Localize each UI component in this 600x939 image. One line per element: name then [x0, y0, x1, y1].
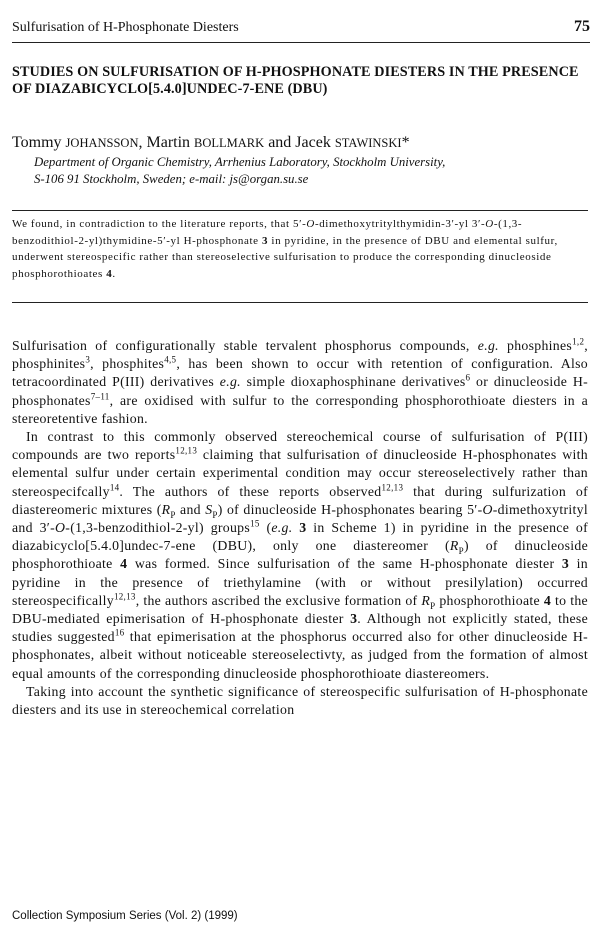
compound-number: 3: [561, 556, 570, 572]
citation: 12,13: [175, 445, 198, 456]
text-run: , has been shown to occur with retention of configuration. Also tetracoordinated P(III) derivatives: [12, 356, 588, 390]
italic-text: S: [205, 501, 213, 517]
citation: 15: [250, 518, 260, 529]
subscript: P: [170, 509, 176, 520]
author-surname: BOLLMARK: [194, 136, 265, 150]
text-run: and: [175, 501, 206, 517]
article-title: STUDIES ON SULFURISATION OF H-PHOSPHONATE DIESTERS IN THE PRESENCE OF DIAZABICYCLO[5.4.0]UNDEC-7-ENE (DBU): [12, 64, 579, 97]
citation: 16: [114, 627, 125, 638]
running-title: Sulfurisation of H-Phosphonate Diesters: [12, 20, 239, 35]
text-run: claiming that sulfurisation of dinucleoside H-phosphonates with elemental sulfur under certain experimental condition may occur stereoselectively rather than stereospecifcally: [12, 447, 588, 499]
text-run: -dimethoxytritylthymidin-3′-yl 3′-: [314, 218, 486, 230]
subscript: P: [212, 509, 218, 520]
citation: 7–11: [90, 391, 110, 402]
text-run: -(1,3-benzodithiol-2-yl) groups: [65, 520, 251, 536]
text-run: ) of dinucleoside H-phosphonates bearing 5′-: [217, 501, 483, 517]
italic-text: e.g.: [271, 520, 293, 536]
italic-text: O: [55, 520, 66, 536]
author-first-name: Jacek: [295, 134, 335, 151]
paragraph: [12, 337, 588, 428]
running-head: [12, 18, 590, 43]
text-run: phosphines: [498, 338, 573, 353]
compound-number: 4: [543, 592, 552, 608]
text-run: We found, in contradiction to the literature reports, that 5′-: [12, 218, 307, 230]
italic-text: R: [161, 501, 171, 517]
italic-text: e.g.: [477, 338, 499, 353]
text-run: -(1,3-benzodithiol-2-yl)thymidine-5′-yl H-phosphonate: [12, 218, 523, 247]
paragraph: [12, 683, 588, 719]
citation: 1,2: [572, 336, 585, 347]
author-separator: and: [264, 134, 296, 151]
compound-number: 4: [120, 556, 128, 572]
abstract-text: [12, 216, 588, 282]
text-run: in pyridine in the presence of triethylamine (with or without presilylation) occurred stereospecifically: [12, 556, 588, 608]
italic-text: O: [482, 501, 493, 517]
text-run: , the authors ascribed the exclusive formation of: [135, 592, 422, 608]
citation: 3: [85, 354, 91, 365]
author-surname: JOHANSSON: [65, 136, 139, 150]
italic-text: O: [306, 218, 315, 230]
text-run: , phosphinites: [12, 338, 588, 372]
text-run: that during sulfurization of diastereomeric mixtures (: [12, 483, 588, 517]
italic-text: R: [421, 592, 431, 608]
text-run: , are oxidised with sulfur to the corresponding phosphorothioate diesters in a stereoretentive fashion.: [12, 392, 588, 426]
text-run: or dinucleoside H-phosphonates: [12, 374, 588, 408]
text-run: was formed. Since sulfurisation of the same H-phosphonate diester: [127, 556, 562, 572]
paragraph: [12, 428, 588, 683]
abstract: [12, 210, 588, 303]
citation: 12,13: [381, 482, 404, 493]
text-run: Taking into account the synthetic significance of stereospecific sulfurisation of H-phosphonate diesters and its use in stereochemical correlation: [12, 683, 588, 718]
text-run: to the DBU-mediated epimerisation of H-phosphonate diester: [12, 592, 588, 627]
text-run: In contrast to this commonly observed stereochemical course of sulfurisation of P(III) compounds are two reports: [12, 429, 588, 463]
text-run: that epimerisation at the phosphorus occurred also for other dinucleoside H-phosphonates, albeit without noticeable stereoselectivty, as judged from the formation of almost equal amounts of the corresponding dinucleoside phosphorothioate diastereomers.: [12, 629, 588, 681]
text-run: simple dioxaphosphinane derivatives: [240, 374, 466, 390]
compound-number: 3: [350, 611, 358, 627]
author-list: [12, 134, 410, 152]
subscript: P: [430, 600, 436, 611]
page-number: 75: [574, 18, 590, 35]
text-run: . The authors of these reports observed: [119, 483, 382, 499]
text-run: , phosphites: [90, 356, 165, 372]
author-first-name: Martin: [146, 134, 195, 151]
citation: 6: [465, 372, 471, 383]
text-run: (: [259, 520, 272, 536]
citation: 12,13: [113, 591, 136, 602]
compound-number: 3: [299, 520, 307, 536]
author-separator: ,: [138, 134, 147, 151]
affiliation: [34, 154, 564, 188]
italic-text: e.g.: [219, 374, 241, 390]
text-run: . Although not explicitly stated, these studies suggested: [12, 611, 588, 645]
author-surname: STAWINSKI: [334, 136, 402, 150]
author-first-name: Tommy: [12, 134, 66, 151]
text-run: ) of dinucleoside phosphorothioate: [12, 538, 588, 572]
corresponding-author-mark: *: [401, 134, 410, 151]
text-run: Sulfurisation of configurationally stable tervalent phosphorus compounds,: [12, 338, 478, 353]
subscript: P: [458, 545, 464, 556]
text-run: -dimethoxytrityl and 3′-: [12, 501, 588, 536]
affiliation-line: Department of Organic Chemistry, Arrhenius Laboratory, Stockholm University,: [34, 155, 446, 169]
italic-text: R: [449, 538, 459, 554]
text-run: in pyridine, in the presence of DBU and elemental sulfur, underwent stereospecific rather than stereoselective sulfurisation to produce the corresponding dinucleoside phosphorothioates: [12, 234, 558, 280]
italic-text: O: [485, 218, 494, 230]
body-text: [12, 337, 588, 719]
text-run: phosphorothioate: [435, 592, 544, 608]
affiliation-line: S-106 91 Stockholm, Sweden; e-mail: js@organ.su.se: [34, 172, 309, 186]
text-run: in Scheme 1) in pyridine in the presence of diazabicyclo[5.4.0]undec-7-ene (DBU), only one diastereomer (: [12, 520, 589, 554]
footer-series: Collection Symposium Series (Vol. 2) (1999): [12, 910, 238, 922]
compound-number: 3: [261, 234, 269, 247]
text-run: .: [112, 267, 116, 280]
citation: 4,5: [164, 354, 177, 365]
compound-number: 4: [106, 267, 113, 280]
citation: 14: [109, 482, 120, 493]
